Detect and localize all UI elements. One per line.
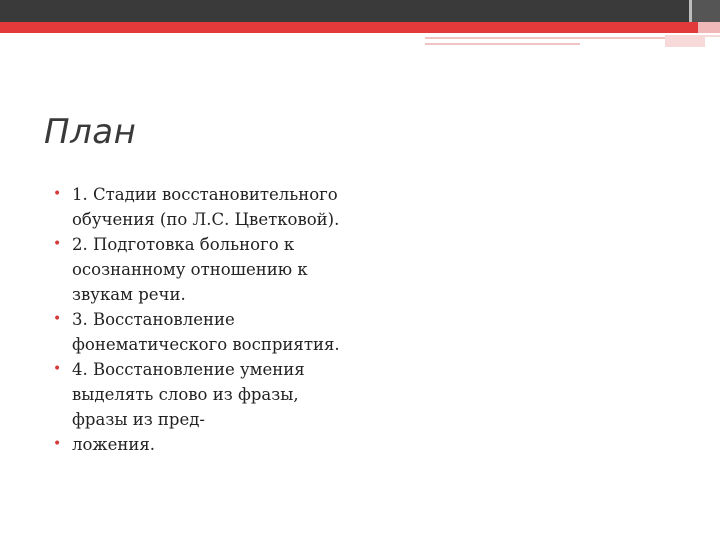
- top-dark-band: [0, 0, 720, 22]
- bullet-icon: •: [53, 436, 62, 452]
- bullet-item: [53, 232, 353, 307]
- bullet-item: [53, 432, 353, 457]
- bullet-item: [53, 307, 353, 357]
- bullet-text: 2. Подготовка больного к осознанному отношению к звукам речи.: [72, 235, 308, 304]
- bullet-text: 4. Восстановление умения выделять слово из фразы, фразы из пред-: [72, 360, 305, 429]
- bullet-item: [53, 357, 353, 432]
- bullet-text: 3. Восстановление фонематического восприятия.: [72, 310, 340, 354]
- bullet-text: 1. Стадии восстановительного обучения (по Л.С. Цветковой).: [72, 185, 340, 229]
- bullet-icon: •: [53, 236, 62, 252]
- bullet-list: [53, 182, 353, 457]
- bullet-icon: •: [53, 186, 62, 202]
- band-right-block: [692, 0, 720, 22]
- red-accent-band: [0, 22, 698, 33]
- decorative-lines: [425, 35, 720, 49]
- bullet-item: [53, 182, 353, 232]
- bullet-text: ложения.: [72, 435, 156, 454]
- slide-title: План: [44, 112, 137, 152]
- bullet-icon: •: [53, 361, 62, 377]
- red-band-tail: [698, 22, 720, 33]
- bullet-icon: •: [53, 311, 62, 327]
